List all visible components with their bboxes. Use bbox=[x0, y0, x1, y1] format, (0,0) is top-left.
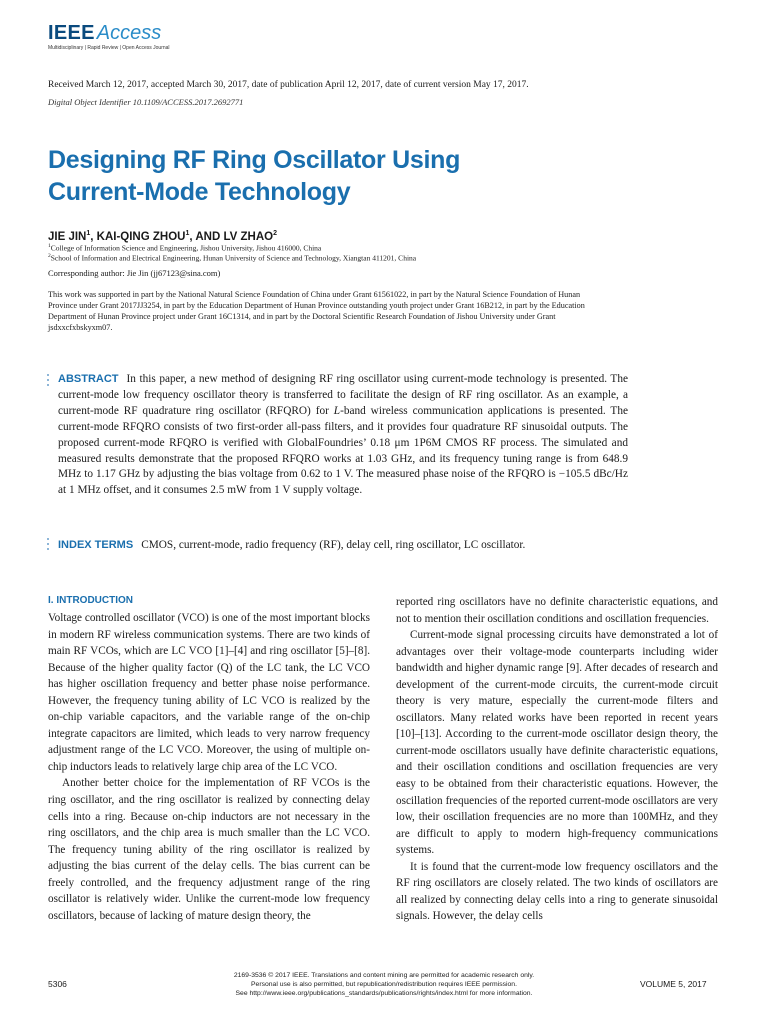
abstract-text-1: In this paper, a new method of designing RF ring oscillator using current-mode technology is presented. The current-mode low frequency oscillator theory is transferred to facilitate the design of RF ring oscillator. As an example, a current-mode RF quadrature ring oscillator (RFQRO) for bbox=[58, 373, 628, 417]
paragraph: Current-mode signal processing circuits have demonstrated a lot of advantages over their voltage-mode counterparts including wider bandwidth and higher dynamic range [9]. After decades of research and development of the current-mode circuits, the current-mode circuit theory is very mature, especially the current-mode filters and oscillators. Many related works have been reported in recent years [10]–[13]. According to the current-mode oscillator design theory, the current-mode oscillators usually have definite characteristic equations, and their oscillation conditions and oscillation frequencies are very easy to be obtained from their characteristic equations. However, the oscillation frequencies of the reported current-mode oscillators are very low, their oscillation frequencies are no more than 100MHz, and they are difficult to apply to modern high-frequency communications systems. bbox=[396, 629, 718, 857]
affiliation-1-sup: 1 bbox=[48, 243, 51, 249]
logo-access-text: Access bbox=[96, 22, 162, 44]
index-terms-heading: INDEX TERMS bbox=[58, 539, 134, 551]
logo-ieee-text: IEEE bbox=[48, 22, 95, 44]
author-2: , KAI-QING ZHOU bbox=[90, 230, 186, 243]
paragraph: reported ring oscillators have no definite characteristic equations, and not to mention their oscillation conditions and oscillation frequencies. bbox=[396, 596, 718, 625]
paragraph: It is found that the current-mode low frequency oscillators and the RF ring oscillators are closely related. The two kinds of oscillators are all realized by connecting delay cells into a ring to generate sinusoidal signals. However, the delay cells bbox=[396, 860, 718, 923]
copyright-line-1: 2169-3536 © 2017 IEEE. Translations and content mining are permitted for academic research only. bbox=[233, 972, 535, 979]
paragraph: Another better choice for the implementation of RF VCOs is the ring oscillator, and the ring oscillator is realized by connecting delay cells into a ring. Because on-chip inductors are not necessary in the ring oscillators, and the chip area is much smaller than the LC VCO. The frequency tuning ability of the ring oscillator is realized by adjusting the bias current of the delay cells. The bias current can be freely controlled, and the frequency adjustment range of the ring oscillator is relatively wider. Unlike the current-mode low frequency oscillators, because of lacking of mature design theory, the bbox=[48, 777, 370, 922]
index-terms bbox=[58, 537, 698, 553]
abstract-text-italic: L bbox=[333, 404, 341, 417]
section-heading-introduction: I. INTRODUCTION bbox=[48, 595, 133, 606]
abstract-text-2: -band wireless communication applications is presented. The current-mode RFQRO consists of two first-order all-pass filters, and it provides four quadrature RF sinusoidal outputs. The proposed current-mode RFQRO is verified with GlobalFoundries’ 0.18 μm 1P6M CMOS RF process. The simulated and measured results demonstrate that the proposed RFQRO works at 1.03 GHz, and its frequency tuning range is from 648.9 MHz to 1.17 GHz by adjusting the bias voltage from 0.62 to 1 V. The measured phase noise of the RFQRO is −105.5 dBc/Hz at 1 MHz offset, and it consumes 2.5 mW from 1 V supply voltage. bbox=[58, 404, 628, 497]
author-1: JIE JIN bbox=[48, 230, 87, 243]
abstract-marker-dots bbox=[47, 374, 50, 389]
affiliation-2 bbox=[48, 253, 416, 263]
abstract-heading: ABSTRACT bbox=[58, 373, 119, 385]
page-number: 5306 bbox=[48, 979, 67, 989]
author-1-sup: 1 bbox=[86, 230, 91, 237]
corresponding-author: Corresponding author: Jie Jin (jj67123@sina.com) bbox=[48, 268, 221, 278]
body-column-right bbox=[396, 594, 718, 925]
index-terms-text: CMOS, current-mode, radio frequency (RF), delay cell, ring oscillator, LC oscillator. bbox=[141, 539, 526, 551]
affiliation-2-sup: 2 bbox=[48, 253, 51, 259]
paragraph: Voltage controlled oscillator (VCO) is one of the most important blocks in modern RF wireless communication systems. There are two kinds of main RF VCOs, which are LC VCO [1]–[4] and ring oscillator [5]–[8]. Because of the higher quality factor (Q) of the LC tank, the LC VCO has higher oscillation frequency and better phase noise performance. However, the frequency tuning ability of LC VCO is realized by the on-chip variable capacitors, and the variable range of the on-chip integrate capacitors are limited, which leads to very narrow frequency adjustment range of the LC VCO. Moreover, the using of multiple on-chip inductors leads to relatively large chip area of the LC VCO. bbox=[48, 612, 370, 773]
copyright-notice bbox=[180, 972, 588, 998]
copyright-line-2: Personal use is also permitted, but republication/redistribution requires IEEE permission. bbox=[251, 980, 517, 988]
abstract bbox=[58, 372, 628, 499]
copyright-line-3: See http://www.ieee.org/publications_standards/publications/rights/index.html for more information. bbox=[235, 989, 533, 997]
affiliation-1 bbox=[48, 243, 321, 253]
volume-label: VOLUME 5, 2017 bbox=[640, 979, 707, 989]
title-line-2: Current-Mode Technology bbox=[48, 178, 351, 206]
journal-logo bbox=[48, 22, 161, 45]
body-column-left bbox=[48, 610, 370, 924]
affiliation-2-text: School of Information and Electrical Engineering, Hunan University of Science and Technology, Xiangtan 411201, China bbox=[50, 253, 417, 263]
author-3-sup: 2 bbox=[273, 230, 277, 237]
author-list bbox=[48, 230, 277, 243]
title-line-1: Designing RF Ring Oscillator Using bbox=[48, 146, 461, 174]
index-terms-marker-dots bbox=[47, 538, 50, 553]
funding-statement: This work was supported in part by the National Natural Science Foundation of China under Grant 61561022, in part by the Natural Science Foundation of Hunan Province under Grant 2017JJ3254, in part by the Education Department of Hunan Province outstanding youth project under Grant 16B212, in part by the Education Department of Hunan Province project under Grant 16C1314, and in part by the Doctoral Scientific Research Foundation of Jishou University under Grant jsdxxcfxbskyxm07. bbox=[48, 290, 585, 332]
paper-title bbox=[48, 144, 708, 208]
affiliation-1-text: College of Information Science and Engineering, Jishou University, Jishou 416000, China bbox=[50, 243, 322, 253]
author-2-sup: 1 bbox=[185, 230, 190, 237]
received-dates: Received March 12, 2017, accepted March 30, 2017, date of publication April 12, 2017, date of current version May 17, 2017. bbox=[48, 80, 529, 90]
logo-tagline: Multidisciplinary | Rapid Review | Open Access Journal bbox=[48, 45, 170, 51]
doi: Digital Object Identifier 10.1109/ACCESS.2017.2692771 bbox=[48, 97, 244, 107]
author-3: , AND LV ZHAO bbox=[189, 230, 274, 243]
